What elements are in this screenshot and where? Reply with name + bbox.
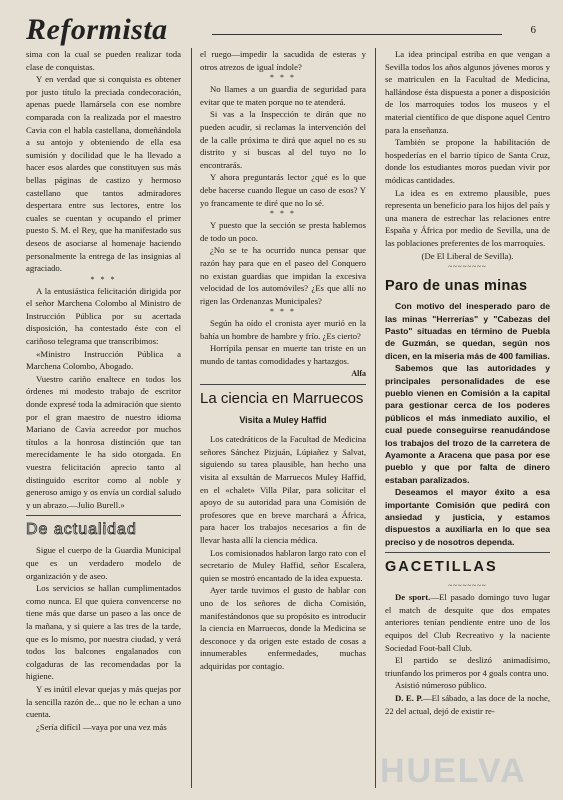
paragraph: Los servicios se hallan cumplimentados como nunca. El que quiera convencerse no tiene más que darse un paseo a las once de la mañana, y si quiere a las tres de la tarde, que es lo mismo, por nuestra ciudad, y verá todos los balcones engalanados con colgaduras de las recomendadas por la higiene. bbox=[26, 583, 181, 682]
page-number: 6 bbox=[530, 24, 536, 36]
column-1 bbox=[26, 48, 181, 790]
paragraph: Los catedráticos de la Facultad de Medicina señores Sánchez Pizjuán, Lúpiañez y Salvat, siguiendo su tarea plausible, han hecho una visita al exsultán de Marruecos Muley Haffid, en el «chalet» Villa Pilar, para solicitar el apoyo de su autoridad para una Comisión de profesores que en breve marchará a África, para hacer los trabajos necesarios a fin de llevar hasta allí la ciencia médica. bbox=[200, 434, 366, 545]
paragraph: Y ahora preguntarás lector ¿qué es lo que debe hacerse cuando llegue un caso de esos? Y yo francamente te diré que no lo sé. bbox=[200, 172, 366, 208]
paragraph: También se propone la habilitación de hospederías en el barrio típico de Santa Cruz, donde los estudiantes moros puedan vivir por módicas cantidades. bbox=[385, 137, 550, 185]
paragraph: Vuestro cariño enaltece en todos los órdenes mi modesto trabajo de escritor donde expresé toda la admiración que siento por el gran maestro de nuestro idioma Mariano de Cavia acreedor por muchos títulos a la honrosa distinción que tan merecidamente le ha sido otorgada. En vuestra felicitación aprecio tanto al distinguido escritor como al noble y generoso amigo y os envía un cordial saludo y un abrazo.—Julio Burell.» bbox=[26, 373, 181, 510]
paragraph: El partido se deslizó animadísimo, triunfando los primeros por 4 goals contra uno. bbox=[385, 655, 550, 678]
column-divider bbox=[375, 48, 376, 788]
ornament-rule: ~~~~~~~~ bbox=[448, 582, 487, 591]
column-3 bbox=[385, 48, 550, 790]
author-signature: Alfa bbox=[351, 368, 366, 378]
asterism: * * * bbox=[270, 307, 296, 317]
asterism: * * * bbox=[90, 274, 117, 284]
paragraph: La idea es en extremo plausible, pues representa un beneficio para los hijos del país y una manera de estrechar las relaciones entre España y África por medio de Sevilla, una de las poblaciones preferentes de los marroquíes. bbox=[385, 187, 550, 248]
bold-paragraph: Con motivo del inesperado paro de las minas "Herrerías" y "Cabezas del Pasto" situadas en término de Puebla de Guzmán, se quedan, según nos dicen, en la miseria más de 400 familias. bbox=[385, 301, 550, 361]
paragraph: Y es inútil elevar quejas y más quejas por la sencilla razón de... que no le echan a uno cuenta. bbox=[26, 683, 181, 720]
text-run: —El sábado, a las doce de la noche, 22 del actual, dejó de existir re- bbox=[385, 692, 550, 716]
section-rule bbox=[200, 384, 366, 385]
paragraph: Y puesto que la sección se presta hablemos de todo un poco. bbox=[200, 220, 366, 243]
paragraph: ¿Sería difícil —vaya por una vez más bbox=[36, 721, 167, 732]
lead-in: De sport. bbox=[395, 592, 431, 603]
section-rule bbox=[385, 552, 550, 553]
bold-paragraph: Sabemos que las autoridades y principales personalidades de ese pueblo vienen en Comisión a la capital para gestionar cerca de los poderes públicos el más inmediato auxilio, el cual puede conseguirse reanudándose los trabajos del trozo de la carretera de Ayamonte a Aracena que pasa por ese pueblo y que por falta de dinero estaban paralizados. bbox=[385, 363, 550, 485]
bold-paragraph: Deseamos el mayor éxito a esa importante Comisión que pedirá con ansiedad y justicia, y estamos dispuestos a auxiliarla en lo que sea preciso y de nosotros dependa. bbox=[385, 487, 550, 547]
paragraph bbox=[385, 692, 550, 717]
paragraph: el ruego—impedir la sacudida de esteras y otros atrezos de igual índole? bbox=[200, 49, 366, 72]
paragraph: Horrípila pensar en muerte tan triste en un mundo de tantas comodidades y hartazgos. bbox=[200, 343, 366, 367]
text-run: —El pasado domingo tuvo lugar el match de desquite que dos empates anteriores tenían pendiente entre uno de los equipos del Club Recreativo y la naciente Sociedad Foot-ball Club. bbox=[385, 592, 550, 653]
column-divider bbox=[191, 48, 192, 788]
source-credit: (De El Liberal de Sevilla). bbox=[421, 250, 514, 261]
paragraph: Los comisionados hablaron largo rato con el secretario de Muley Haffid, señor Escalera, quien se mostró encantado de la idea expuesta. bbox=[200, 547, 366, 583]
lead-in: D. E. P. bbox=[395, 692, 423, 703]
paragraph: sima con la cual se pueden realizar toda clase de conquistas. bbox=[26, 49, 181, 72]
section-heading: GACETILLAS bbox=[385, 559, 498, 576]
paragraph: ¿No se te ha ocurrido nunca pensar que razón hay para que en el paseo del Conquero no existan guardias que impidan la excesiva velocidad de los automóviles? ¿Es que allí no rigen las Ordenanzas Municipales? bbox=[200, 245, 366, 306]
telegram-quote: «Ministro Instrucción Pública a Marchena Colombo, Abogado. bbox=[26, 348, 181, 372]
header-rule bbox=[212, 34, 502, 35]
paragraph: Si vas a la Inspección te dirán que no pueden acudir, si reclamas la intervención del de la calle próxima te dirá que aquel no es su distrito y si buscas al del tuyo no lo encontrarás. bbox=[200, 109, 366, 170]
newspaper-logo: Reformista bbox=[26, 13, 168, 46]
column-2 bbox=[200, 48, 366, 790]
section-heading: De actualidad bbox=[26, 521, 137, 539]
paragraph: A la entusiástica felicitación dirigida por el señor Marchena Colombo al Ministro de Instrucción Pública por su acertada disposición, ha contestado éste con el cariñoso telegrama que transcribimos: bbox=[26, 285, 181, 347]
subheading: Visita a Muley Haffid bbox=[239, 415, 327, 426]
ornament-rule: ~~~~~~~~ bbox=[448, 263, 487, 272]
asterism: * * * bbox=[270, 209, 296, 219]
section-heading: Paro de unas minas bbox=[385, 278, 528, 295]
section-rule bbox=[26, 515, 181, 516]
paragraph bbox=[385, 591, 550, 654]
paragraph: No llames a un guardia de seguridad para evitar que te maten porque no te atenderá. bbox=[200, 84, 366, 107]
paragraph: Ayer tarde tuvimos el gusto de hablar con uno de los señores de dicha Comisión, manifestándonos que su propósito es introducir la ciencia en Marruecos, donde la Medicina se desconoce y da origen este estado de cosas a innumerables enfermedades, muchas adquiridas por contagio. bbox=[200, 585, 366, 671]
section-heading: La ciencia en Marruecos bbox=[200, 390, 364, 408]
paragraph: Sigue el cuerpo de la Guardia Municipal que es un verdadero modelo de organización y de aseo. bbox=[26, 545, 181, 581]
asterism: * * * bbox=[270, 73, 296, 83]
paragraph: La idea principal estriba en que vengan a Sevilla todos los años algunos jóvenes moros y se matriculen en la Facultad de Medicina, hallándose ésta dispuesta a poner a disposición de los marroquíes todos los museos y el material científico de que dispone aquel Centro para la enseñanza. bbox=[385, 49, 550, 135]
paragraph: Asistió númeroso público. bbox=[395, 680, 487, 691]
paragraph: Y en verdad que si conquista es obtener por justo título la preciada condecoración, apenas puede llamársela con ese nombre comparada con la realizada por el maestro Cavia con el habla castellana, domeñándola a su antojo y obteniendo de ella esa sumisión y docilidad que le ha llevado a hacer esos alardes que constituyen sus más bellas páginas de castizo y hermoso castellano que tantos admiradores despertara entre sus lectores, entre los cuales se cuentan y ocupando el primer puesto S. M. el Rey, que ha manifestado sus deseos de asociarse al homenaje haciendo personalmente la entrega de las insignias al agraciado. bbox=[26, 74, 181, 274]
masthead bbox=[26, 12, 536, 48]
paragraph: Según ha oído el cronista ayer murió en la bahía un hombre de hambre y frío. ¿Es cierto? bbox=[200, 318, 366, 341]
archive-watermark: HUELVA bbox=[380, 752, 527, 790]
